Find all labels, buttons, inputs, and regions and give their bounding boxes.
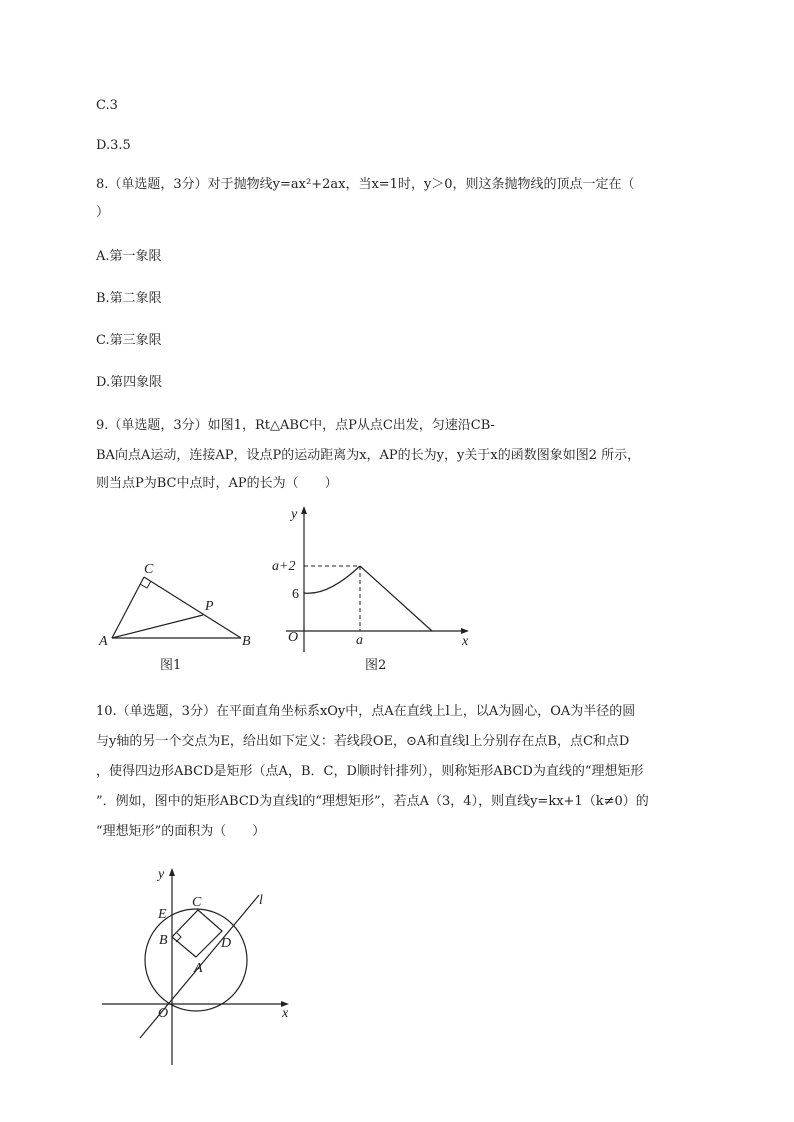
fig3-label-e: E [158, 907, 167, 922]
fig1-label-a: A [99, 634, 108, 649]
fig2-label-a: a [356, 633, 363, 648]
fig1-label-b: B [242, 634, 251, 649]
fig3-label-y: y [158, 867, 165, 882]
fig1-caption: 图1 [160, 658, 182, 673]
q9-stem-line1: 9.（单选题，3分）如图1，Rt△ABC中，点P从点C出发，匀速沿CB- [96, 418, 495, 433]
fig3-label-c: C [192, 895, 202, 910]
q10-stem-line2: 与y轴的另一个交点为E，给出如下定义：若线段OE，⊙A和直线l上分别存在点B，点C和点D [96, 734, 630, 749]
q9-stem-line2: BA向点A运动，连接AP，设点P的运动距离为x，AP的长为y，y关于x的函数图象如图2 所示， [96, 448, 641, 463]
q10-figure-circle-rectangle [96, 860, 296, 1070]
q8-option-a: A.第一象限 [96, 249, 162, 264]
fig1-label-c: C [144, 562, 154, 577]
option-c-prev: C.3 [96, 98, 118, 113]
fig3-label-o: O [158, 1006, 169, 1021]
q9-figure1-triangle [96, 555, 266, 655]
fig3-label-l: l [259, 893, 263, 908]
q10-stem-line5: “理想矩形”的面积为（ ） [96, 824, 266, 839]
fig3-label-d: D [221, 936, 232, 951]
fig3-label-b: B [159, 933, 168, 948]
q8-option-d: D.第四象限 [96, 375, 163, 390]
q10-stem-line3: ，使得四边形ABCD是矩形（点A，B．C，D顺时针排列），则称矩形ABCD为直线的“理想矩形 [96, 764, 644, 779]
fig1-label-p: P [205, 599, 214, 614]
q8-option-c: C.第三象限 [96, 333, 162, 348]
fig2-caption: 图2 [365, 658, 387, 673]
q8-stem-line2: ） [96, 205, 110, 220]
q8-option-b: B.第二象限 [96, 291, 162, 306]
q9-figure2-graph [268, 500, 478, 660]
fig2-label-y: y [291, 507, 298, 522]
fig2-label-six: 6 [292, 587, 299, 602]
fig2-label-o: O [288, 630, 299, 645]
q10-stem-line4: ”．例如，图中的矩形ABCD为直线l的“理想矩形”，若点A（3，4），则直线y=kx+1（k≠0）的 [96, 794, 649, 809]
fig3-label-x: x [282, 1006, 289, 1021]
fig2-label-a-plus-2: a+2 [272, 559, 296, 574]
q10-stem-line1: 10.（单选题，3分）在平面直角坐标系xOy中，点A在直线上l上，以A为圆心，OA为半径的圆 [96, 704, 636, 719]
q9-stem-line3: 则当点P为BC中点时，AP的长为（ ） [96, 476, 338, 491]
q8-stem-line1: 8.（单选题，3分）对于抛物线y=ax²+2ax，当x=1时，y＞0，则这条抛物线的顶点一定在（ [96, 177, 635, 192]
fig2-label-x: x [462, 634, 469, 649]
option-d-prev: D.3.5 [96, 138, 131, 153]
fig3-label-a: A [194, 961, 203, 976]
